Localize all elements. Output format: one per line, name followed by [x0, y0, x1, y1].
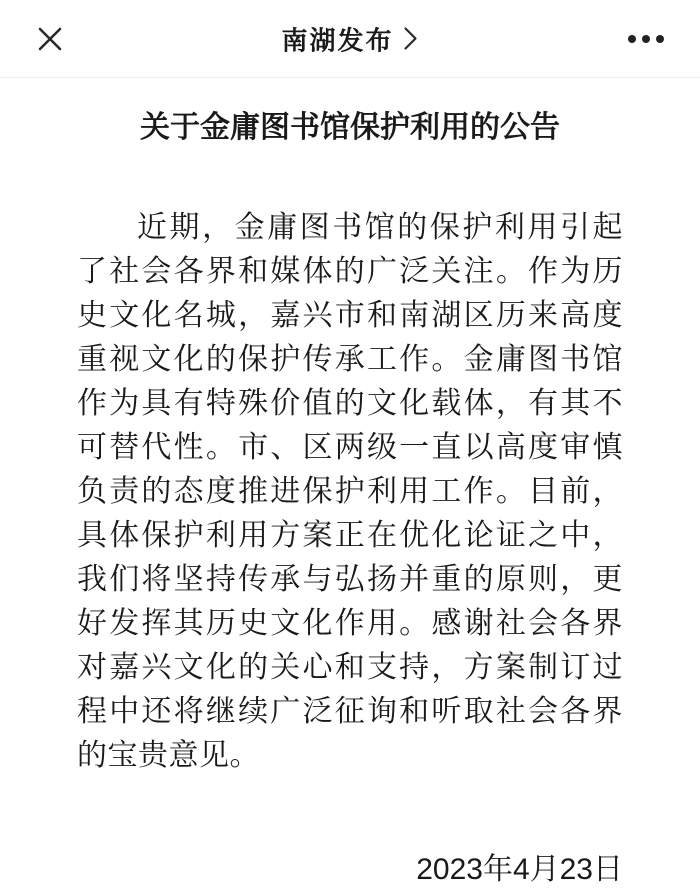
navbar — [0, 0, 700, 78]
close-button[interactable] — [30, 19, 70, 59]
close-icon — [36, 25, 64, 53]
article-paragraph: 近期，金庸图书馆的保护利用引起了社会各界和媒体的广泛关注。作为历史文化名城，嘉兴市和南湖区历来高度重视文化的保护传承工作。金庸图书馆作为具有特殊价值的文化载体，有其不可替代性。市、区两级一直以高度审慎负责的态度推进保护利用工作。目前，具体保护利用方案正在优化论证之中，我们将坚持传承与弘扬并重的原则，更好发挥其历史文化作用。感谢社会各界对嘉兴文化的关心和支持，方案制订过程中还将继续广泛征询和听取社会各界的宝贵意见。 — [77, 211, 623, 772]
article — [0, 108, 700, 892]
chevron-right-icon — [404, 26, 419, 52]
more-button[interactable] — [622, 29, 670, 49]
article-title: 关于金庸图书馆保护利用的公告 — [140, 111, 560, 144]
account-title[interactable] — [281, 20, 418, 57]
more-dots-icon — [628, 35, 664, 43]
account-title-label: 南湖发布 — [281, 25, 394, 55]
article-date: 2023年4月23日 — [416, 853, 623, 886]
